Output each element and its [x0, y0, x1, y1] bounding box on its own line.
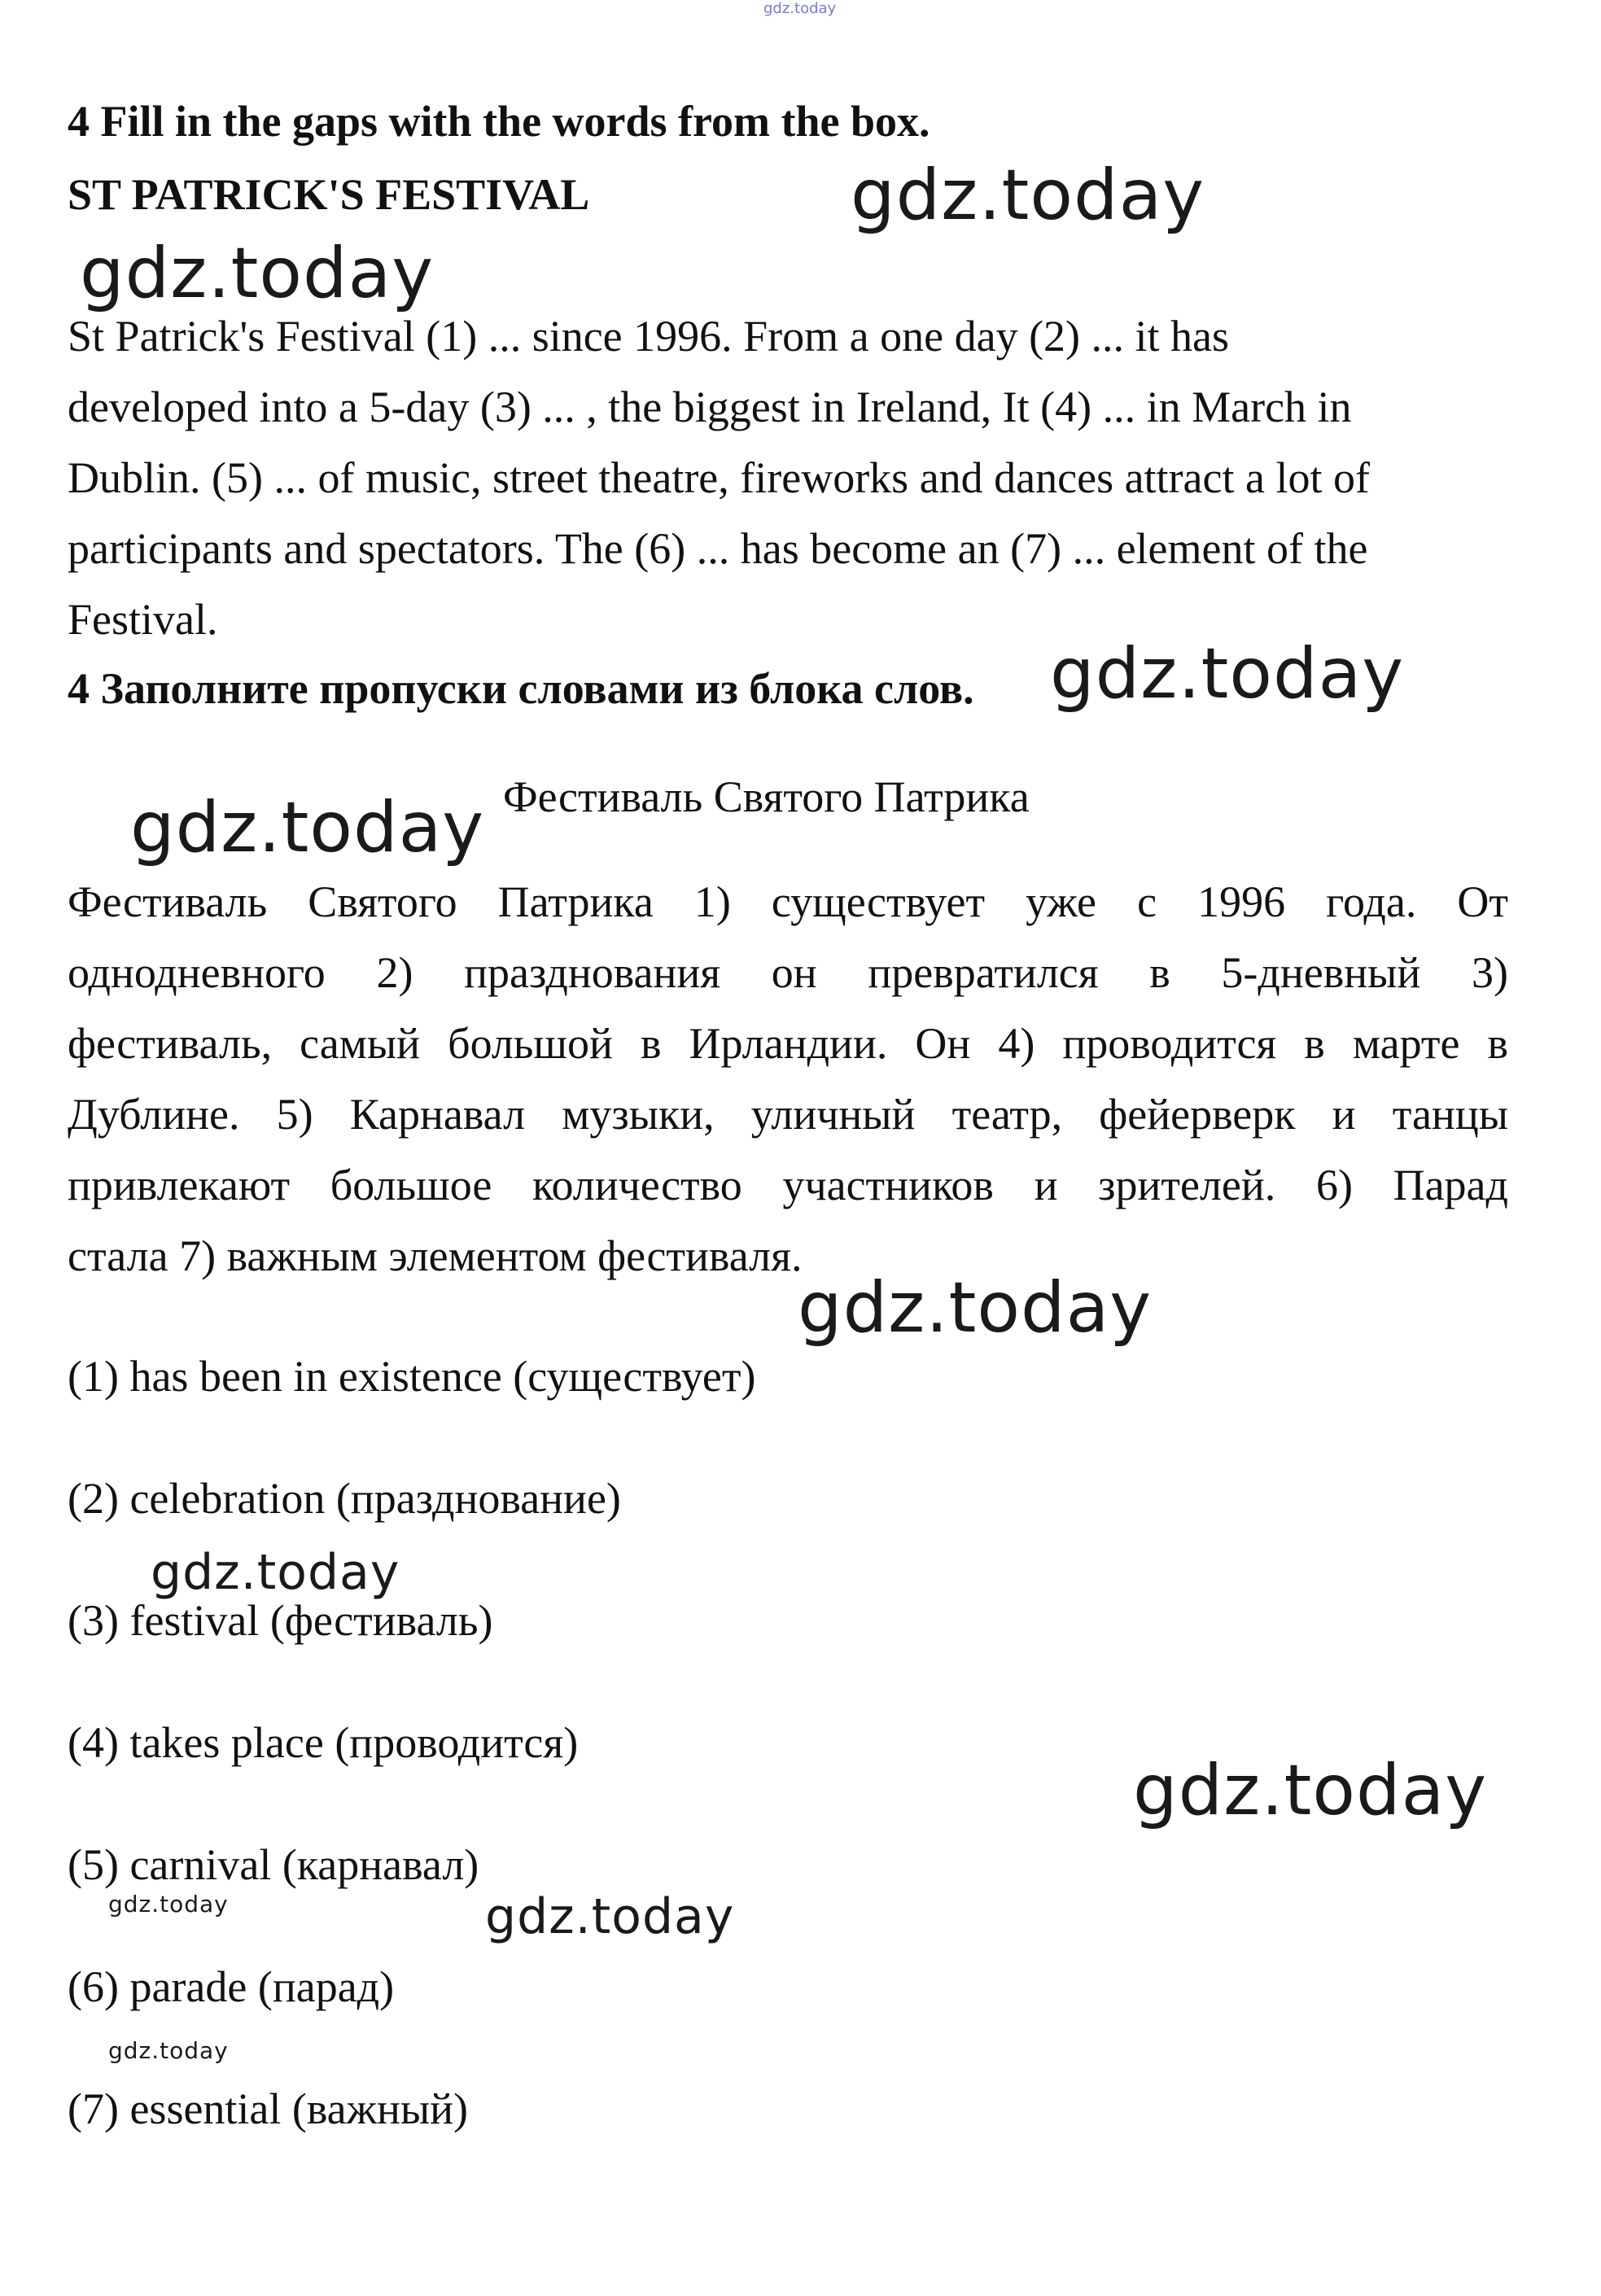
task-title-en: ST PATRICK'S FESTIVAL	[68, 170, 590, 219]
paragraph-line: привлекают большое количество участников и зрителей. 6) Парад	[68, 1161, 1508, 1209]
paragraph-line: Фестиваль Святого Патрика 1) существует уже с 1996 года. От	[68, 877, 1508, 926]
watermark: gdz.today	[1050, 633, 1405, 715]
watermark: gdz.today	[108, 1891, 229, 1918]
answer-3: (3) festival (фестиваль)	[68, 1596, 493, 1645]
watermark: gdz.today	[485, 1888, 735, 1945]
answer-7: (7) essential (важный)	[68, 2084, 469, 2133]
top-watermark: gdz.today	[763, 0, 837, 17]
answer-1: (1) has been in existence (существует)	[68, 1352, 756, 1401]
watermark: gdz.today	[80, 233, 435, 314]
paragraph-ru	[68, 867, 1508, 1292]
paragraph-line: developed into a 5-day (3) ... , the biggest in Ireland, It (4) ... in March in	[68, 383, 1352, 431]
watermark: gdz.today	[151, 1544, 400, 1601]
paragraph-line: participants and spectators. The (6) ... has become an (7) ... element of the	[68, 524, 1368, 573]
paragraph-line: Dublin. (5) ... of music, street theatre, fireworks and dances attract a lot of	[68, 453, 1370, 502]
answer-4: (4) takes place (проводится)	[68, 1718, 579, 1767]
paragraph-line: Festival.	[68, 595, 218, 644]
task-instruction-ru: 4 Заполните пропуски словами из блока слов.	[68, 664, 974, 713]
watermark: gdz.today	[851, 155, 1205, 236]
watermark: gdz.today	[108, 2037, 229, 2064]
watermark: gdz.today	[1133, 1750, 1488, 1831]
watermark: gdz.today	[798, 1267, 1153, 1349]
paragraph-line: стала 7) важным элементом фестиваля.	[68, 1231, 803, 1280]
paragraph-en	[68, 301, 1549, 655]
paragraph-line: фестиваль, самый большой в Ирландии. Он 4) проводится в марте в	[68, 1019, 1508, 1068]
answer-6: (6) parade (парад)	[68, 1962, 395, 2011]
paragraph-line: однодневного 2) празднования он превратился в 5-дневный 3)	[68, 948, 1508, 997]
paragraph-line: Дублине. 5) Карнавал музыки, уличный театр, фейерверк и танцы	[68, 1090, 1508, 1139]
watermark: gdz.today	[130, 787, 485, 868]
answer-2: (2) celebration (празднование)	[68, 1474, 621, 1523]
paragraph-line: St Patrick's Festival (1) ... since 1996. From a one day (2) ... it has	[68, 312, 1230, 361]
answer-5: (5) carnival (карнавал)	[68, 1840, 479, 1889]
task-instruction-en: 4 Fill in the gaps with the words from the box.	[68, 97, 930, 146]
task-title-ru: Фестиваль Святого Патрика	[503, 772, 1030, 821]
